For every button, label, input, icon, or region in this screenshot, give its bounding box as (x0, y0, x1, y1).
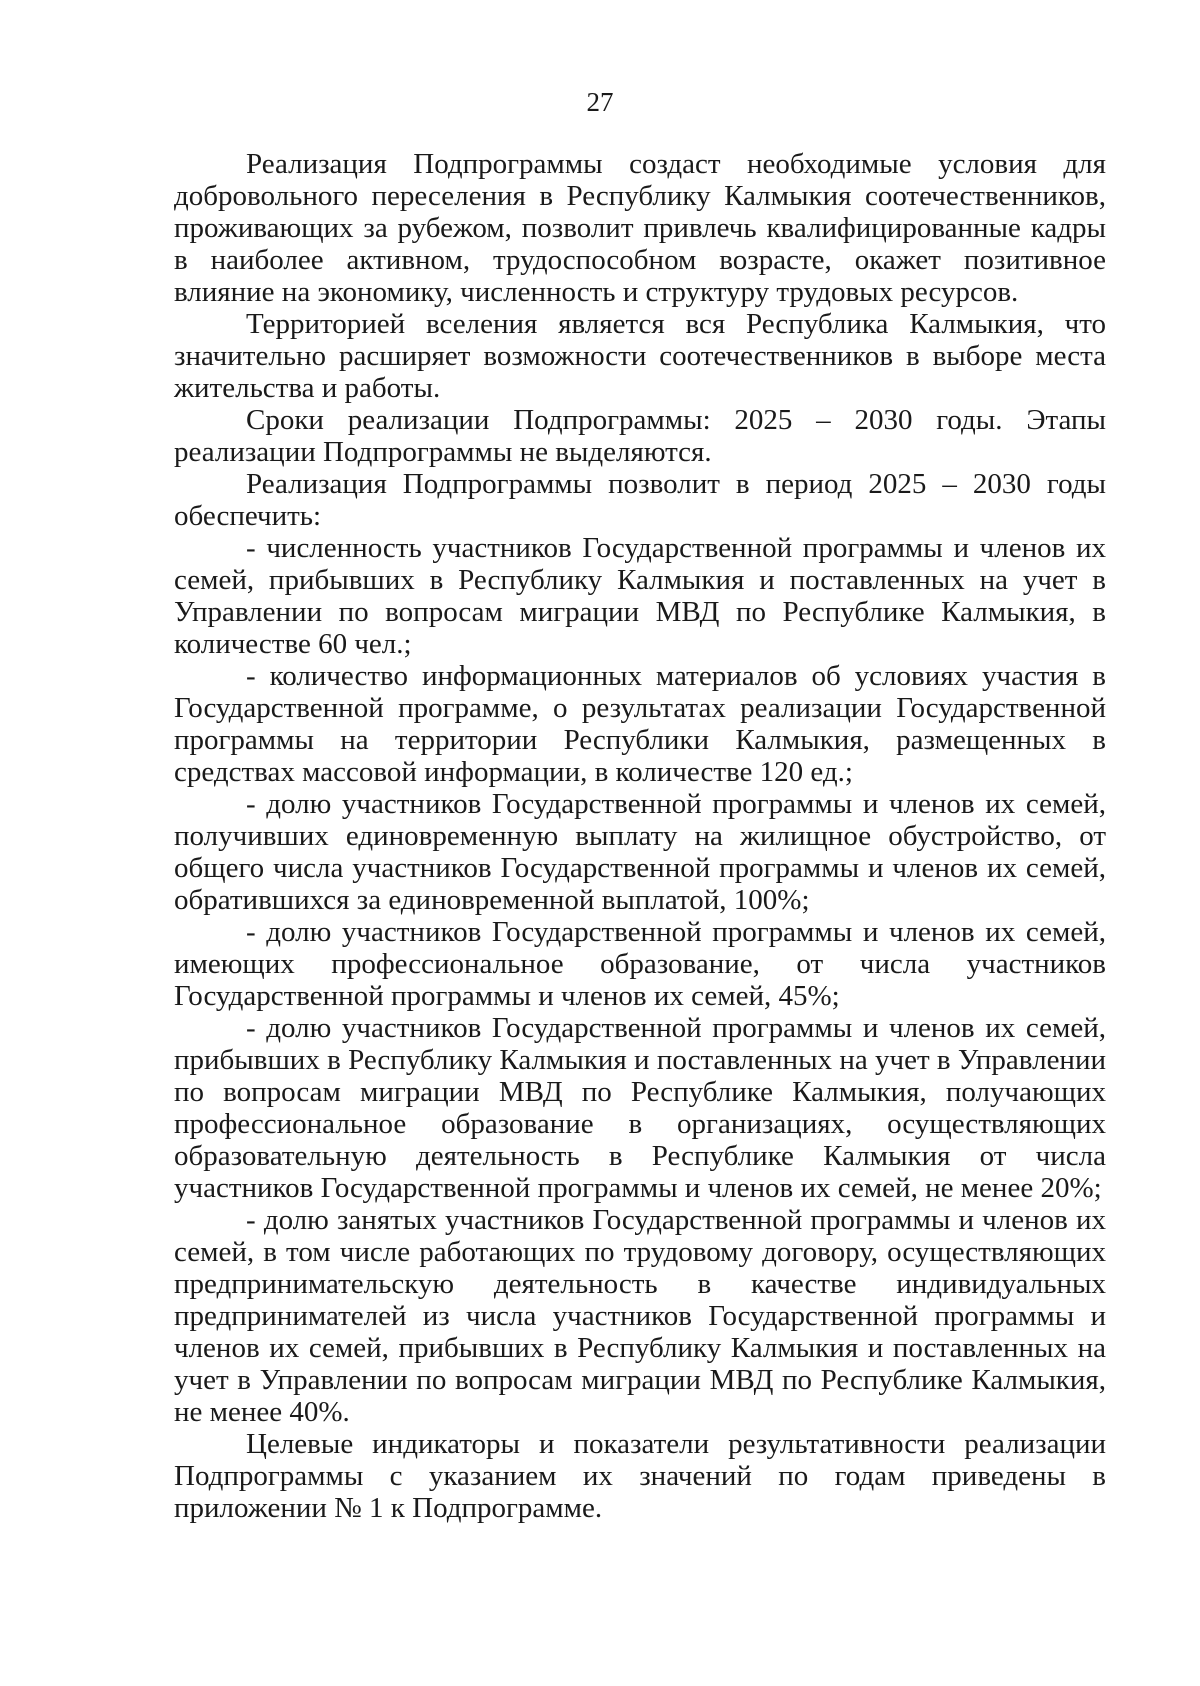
page-number: 27 (586, 87, 614, 117)
list-item: - количество информационных материалов об условиях участия в Государственной программе, о результатах реализации Государственной программы на территории Республики Калмыкия, размещенных в средствах массовой информации, в количестве 120 ед.; (174, 660, 1106, 788)
paragraph: Территорией вселения является вся Республика Калмыкия, что значительно расширяет возможности соотечественников в выборе места жительства и работы. (174, 308, 1106, 404)
list-item: - долю занятых участников Государственной программы и членов их семей, в том числе работающих по трудовому договору, осуществляющих предпринимательскую деятельность в качестве индивидуальных предпринимателей из числа участников Государственной программы и членов их семей, прибывших в Республику Калмыкия и поставленных на учет в Управлении по вопросам миграции МВД по Республике Калмыкия, не менее 40%. (174, 1204, 1106, 1428)
list-item: - долю участников Государственной программы и членов их семей, имеющих профессиональное образование, от числа участников Государственной программы и членов их семей, 45%; (174, 916, 1106, 1012)
document-body (174, 148, 1106, 1524)
paragraph: Сроки реализации Подпрограммы: 2025 – 2030 годы. Этапы реализации Подпрограммы не выделяются. (174, 404, 1106, 468)
paragraph: Реализация Подпрограммы создаст необходимые условия для добровольного переселения в Республику Калмыкия соотечественников, проживающих за рубежом, позволит привлечь квалифицированные кадры в наиболее активном, трудоспособном возрасте, окажет позитивное влияние на экономику, численность и структуру трудовых ресурсов. (174, 148, 1106, 308)
list-item: - долю участников Государственной программы и членов их семей, прибывших в Республику Калмыкия и поставленных на учет в Управлении по вопросам миграции МВД по Республике Калмыкия, получающих профессиональное образование в организациях, осуществляющих образовательную деятельность в Республике Калмыкия от числа участников Государственной программы и членов их семей, не менее 20%; (174, 1012, 1106, 1204)
list-item: - долю участников Государственной программы и членов их семей, получивших единовременную выплату на жилищное обустройство, от общего числа участников Государственной программы и членов их семей, обратившихся за единовременной выплатой, 100%; (174, 788, 1106, 916)
paragraph: Целевые индикаторы и показатели результативности реализации Подпрограммы с указанием их значений по годам приведены в приложении № 1 к Подпрограмме. (174, 1428, 1106, 1524)
paragraph: Реализация Подпрограммы позволит в период 2025 – 2030 годы обеспечить: (174, 468, 1106, 532)
list-item: - численность участников Государственной программы и членов их семей, прибывших в Республику Калмыкия и поставленных на учет в Управлении по вопросам миграции МВД по Республике Калмыкия, в количестве 60 чел.; (174, 532, 1106, 660)
